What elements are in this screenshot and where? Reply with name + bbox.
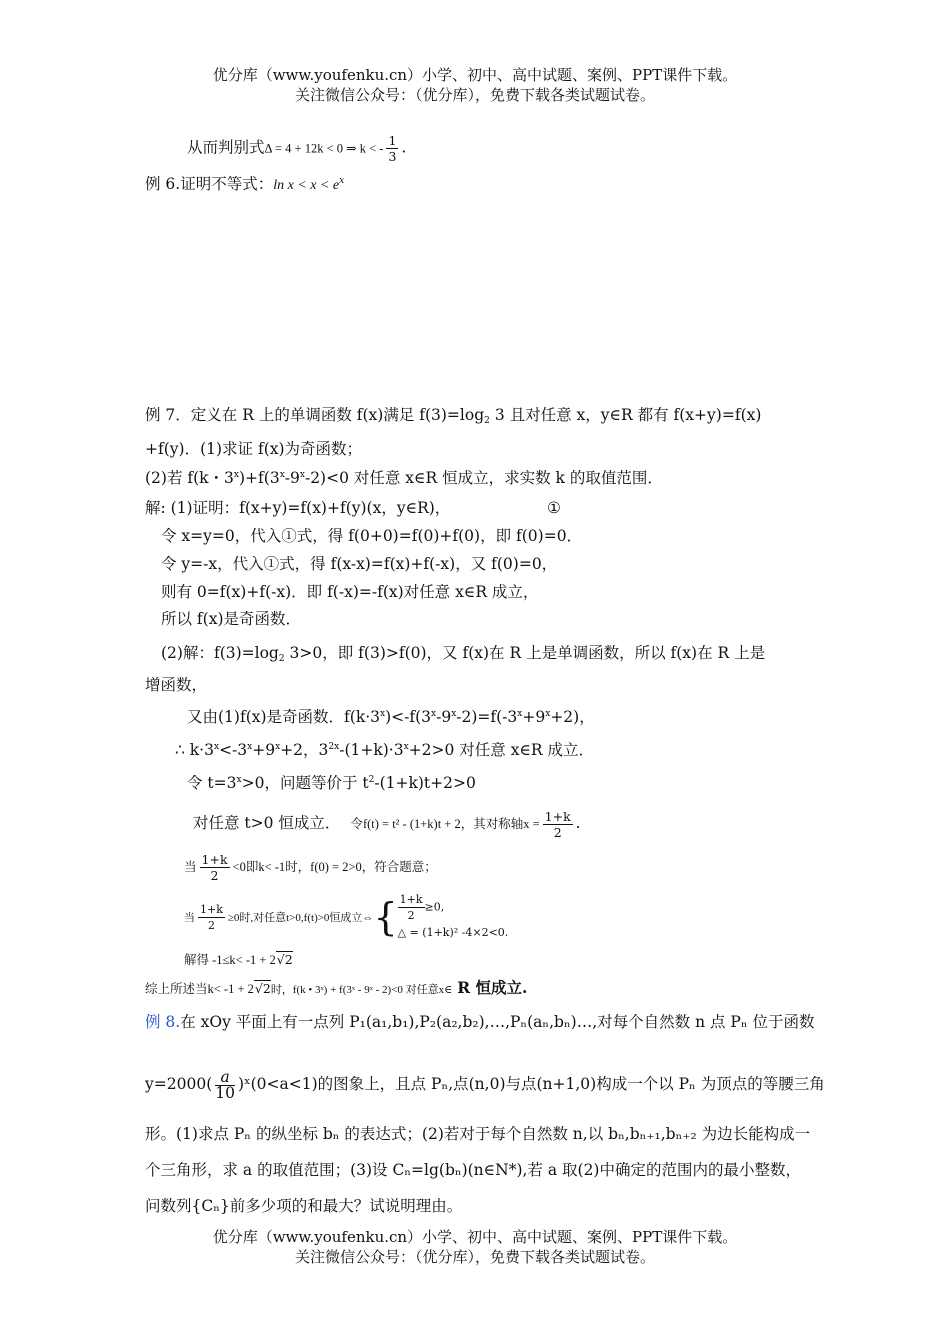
case1-line: 当 $\frac{1+k}{2}$ <0即k< -1时，f(0) = 2>0，符合题意； [184, 851, 437, 883]
discriminant-text: 从而判别式 [187, 138, 265, 157]
example-8-label: 例 8. [145, 1013, 181, 1031]
system-brace: { [373, 895, 398, 939]
example-7-line3: (2)若 f(k・$3^x)+f(3^x-9^x-2)<0$ 对任意 x∈R 恒成立，求实数 k 的取值范围． [145, 469, 663, 487]
sqrt-symbol: √2 [276, 952, 293, 967]
solution-line2: 令 x=y=0，代入①式，得 f(0+0)=f(0)+f(0)，即 f(0)=0． [161, 527, 583, 545]
example-8-line2: y=2000( $\frac{a}{10}$ )ˣ(0<a<1)的图象上，且点 Pₙ,点(n,0)与点(n+1,0)构成一个以 Pₙ 为顶点的等腰三角 [145, 1067, 825, 1102]
part2-line3: 又由(1)f(x)是奇函数．$f(k\cdot 3^x)<-f(3^x-9^x-2)=f(-3^x+9^x+2)$， [187, 708, 595, 726]
result-line: 解得 -1≤k< -1 + 2√2 [184, 952, 293, 967]
solution-line3: 令 y=-x，代入①式，得 f(x-x)=f(x)+f(-x)，又 f(0)=0， [161, 555, 558, 573]
discriminant-expr: Δ = 4 + 12k < 0 ⇒ k < - [264, 141, 384, 156]
example-6-label: 例 6.证明不等式： [145, 175, 274, 193]
example-8-line5: 问数列{Cₙ}前多少项的和最大？试说明理由。 [145, 1197, 463, 1215]
part2-line5: 令 $t=3^x>0$，问题等价于 $t^2-(1+k)t+2>0$ [187, 774, 476, 792]
base-fraction: $\frac{a}{10}$ [215, 1067, 235, 1102]
solution-line1: 解: (1)证明：f(x+y)=f(x)+f(y)(x，y∈R)， [145, 499, 451, 517]
example-6-inequality: ln x < x < e [273, 178, 340, 193]
equation-marker: ① [547, 499, 561, 517]
part2-line4: ∴ $k\cdot 3^x<-3^x+9^x+2$，$3^{2x}-(1+k)\cdot 3^x+2>0$ 对任意 x∈R 成立． [175, 741, 595, 759]
solution-line4: 则有 0=f(x)+f(-x)．即 f(-x)=-f(x)对任意 x∈R 成立， [161, 583, 539, 601]
fraction-one-third: $\frac{1}{3}$ [388, 133, 397, 164]
page-header-line1: 优分库（www.youfenku.cn）小学、初中、高中试题、案例、PPT课件下载。 [212, 66, 738, 84]
case1-fraction: $\frac{1+k}{2}$ [201, 851, 228, 883]
example-6-statement: 例 6.证明不等式：$\ln x < x < e^x$ [145, 175, 345, 193]
example-7-line1: 例 7．定义在 R 上的单调函数 f(x)满足 $f(3)=\log_2$ 3 且对任意 x，y∈R 都有 f(x+y)=f(x) [145, 406, 762, 426]
discriminant-line: 从而判别式Δ = 4 + 12k < 0 ⇒ k < - $\frac{1}{3}$ . [187, 133, 407, 164]
conclusion-line: 综上所述当k< -1 + 2√2时，f(k • 3ˣ) + f(3ˣ - 9ˣ - 2)<0 对任意x∈ R 恒成立. [145, 978, 528, 997]
case2-line: 当 $\frac{1+k}{2}$ ≥0时,对任意t>0,f(t)>0恒成立⇔{ $\frac{1+k}{2}$ ≥0, △ = (1+k)² -4×2<0. [184, 892, 508, 938]
page-footer-line1: 优分库（www.youfenku.cn）小学、初中、高中试题、案例、PPT课件下载。 [212, 1228, 738, 1246]
solution-line5: 所以 f(x)是奇函数． [161, 610, 302, 628]
case2-fraction: $\frac{1+k}{2}$ [200, 902, 223, 932]
part2-line6: 对任意 t>0 恒成立． 令f(t) = t² - (1+k)t + 2，其对称轴x = $\frac{1+k}{2}$ . [193, 808, 581, 840]
page-header-line2: 关注微信公众号：（优分库），免费下载各类试题试卷。 [294, 86, 655, 104]
condition-system: $\frac{1+k}{2}$ ≥0, △ = (1+k)² -4×2<0. [397, 893, 509, 939]
example-8-line1: 例 8.在 xOy 平面上有一点列 P₁(a₁,b₁),P₂(a₂,b₂),…,Pₙ(aₙ,bₙ)…,对每个自然数 n 点 Pₙ 位于函数 [145, 1013, 815, 1031]
example-7-line2: +f(y)．(1)求证 f(x)为奇函数； [145, 440, 363, 458]
page-footer-line2: 关注微信公众号：（优分库），免费下载各类试题试卷。 [294, 1248, 655, 1266]
part2-line2: 增函数， [145, 676, 208, 694]
example-8-line4: 个三角形，求 a 的取值范围；(3)设 Cₙ=lg(bₙ)(n∈N*),若 a 取(2)中确定的范围内的最小整数， [145, 1161, 801, 1179]
part2-line1: (2)解：$f(3)=\log_2$ 3>0，即 f(3)>f(0)，又 f(x)在 R 上是单调函数，所以 f(x)在 R 上是 [161, 644, 766, 664]
axis-fraction: $\frac{1+k}{2}$ [544, 808, 571, 840]
example-8-line3: 形。(1)求点 Pₙ 的纵坐标 bₙ 的表达式；(2)若对于每个自然数 n,以 bₙ,bₙ₊₁,bₙ₊₂ 为边长能构成一 [145, 1125, 811, 1143]
